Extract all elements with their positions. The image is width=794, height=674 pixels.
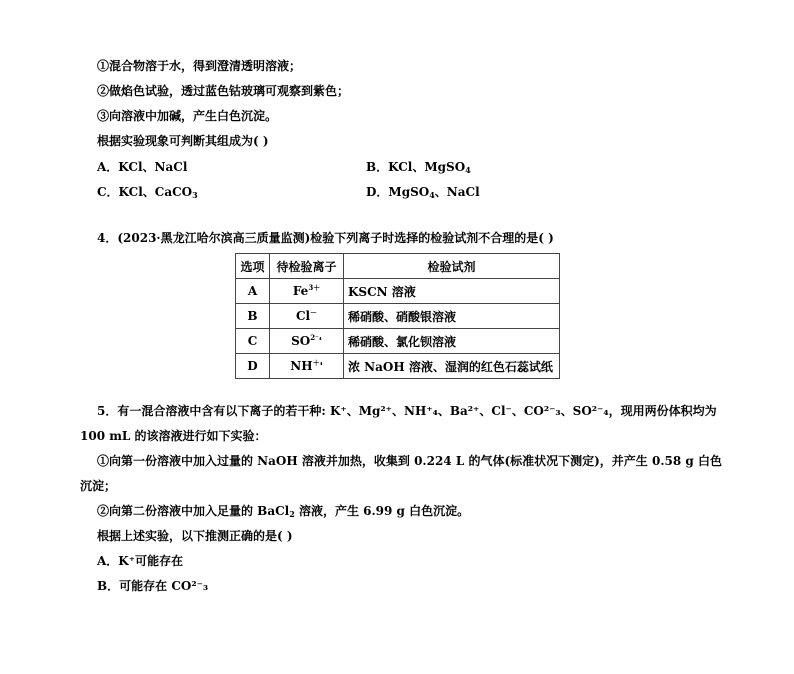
q5-stem-line-1: 5．有一混合溶液中含有以下离子的若干种: K⁺、Mg²⁺、NH⁺₄、Ba²⁺、Cl⁻、CO²⁻₃、SO²⁻₄，现用两份体积均为 [97, 404, 717, 418]
cell-option: A [236, 279, 270, 304]
cell-ion: Cl－ [270, 304, 344, 329]
q3-condition-2: ②做焰色试验，透过蓝色钴玻璃可观察到紫色； [97, 84, 350, 98]
table-row [236, 354, 560, 379]
q3-question: 根据实验现象可判断其组成为( ) [97, 134, 269, 148]
cell-reagent: 浓 NaOH 溶液、湿润的红色石蕊试纸 [344, 354, 560, 379]
q3-option-b: B．KCl、MgSO$_4$ [366, 160, 471, 175]
cell-ion: $NH^{+_4}$ [270, 354, 344, 379]
q5-experiment-2: ②向第二份溶液中加入足量的 BaCl$_2$ 溶液，产生 6.99 g 白色沉淀。 [97, 504, 470, 519]
q5-option-b: B．可能存在 CO²⁻₃ [97, 579, 209, 593]
table-row [236, 329, 560, 354]
q5-experiment-1: ①向第一份溶液中加入过量的 NaOH 溶液并加热，收集到 0.224 L 的气体(标准状况下测定)，并产生 0.58 g 白色 [97, 454, 722, 468]
table-row [236, 279, 560, 304]
cell-option: D [236, 354, 270, 379]
table-header-row [236, 254, 560, 279]
q5-question: 根据上述实验，以下推测正确的是( ) [97, 529, 293, 543]
table-row [236, 304, 560, 329]
q5-stem-line-2: 100 mL 的该溶液进行如下实验： [80, 429, 267, 443]
q4-stem: 4．(2023·黑龙江哈尔滨高三质量监测)检验下列离子时选择的检验试剂不合理的是( ) [97, 231, 554, 245]
q3-condition-3: ③向溶液中加碱，产生白色沉淀。 [97, 109, 278, 123]
q4-table [235, 253, 560, 379]
q3-condition-1: ①混合物溶于水，得到澄清透明溶液； [97, 59, 302, 73]
q5-experiment-1-cont: 沉淀； [80, 479, 117, 493]
header-option: 选项 [236, 254, 270, 279]
cell-reagent: 稀硝酸、硝酸银溶液 [344, 304, 560, 329]
cell-reagent: 稀硝酸、氯化钡溶液 [344, 329, 560, 354]
header-reagent: 检验试剂 [344, 254, 560, 279]
header-ion: 待检验离子 [270, 254, 344, 279]
q5-option-a: A．K⁺可能存在 [97, 554, 184, 568]
q3-option-a: A．KCl、NaCl [97, 160, 188, 174]
q3-option-c: C．KCl、CaCO$_3$ [97, 185, 198, 200]
cell-ion: $Fe^{3+}$ [270, 279, 344, 304]
cell-ion: $SO^{2^-_4}$ [270, 329, 344, 354]
q3-option-d: D．MgSO$_4$、NaCl [366, 185, 480, 200]
cell-reagent: KSCN 溶液 [344, 279, 560, 304]
cell-option: B [236, 304, 270, 329]
cell-option: C [236, 329, 270, 354]
